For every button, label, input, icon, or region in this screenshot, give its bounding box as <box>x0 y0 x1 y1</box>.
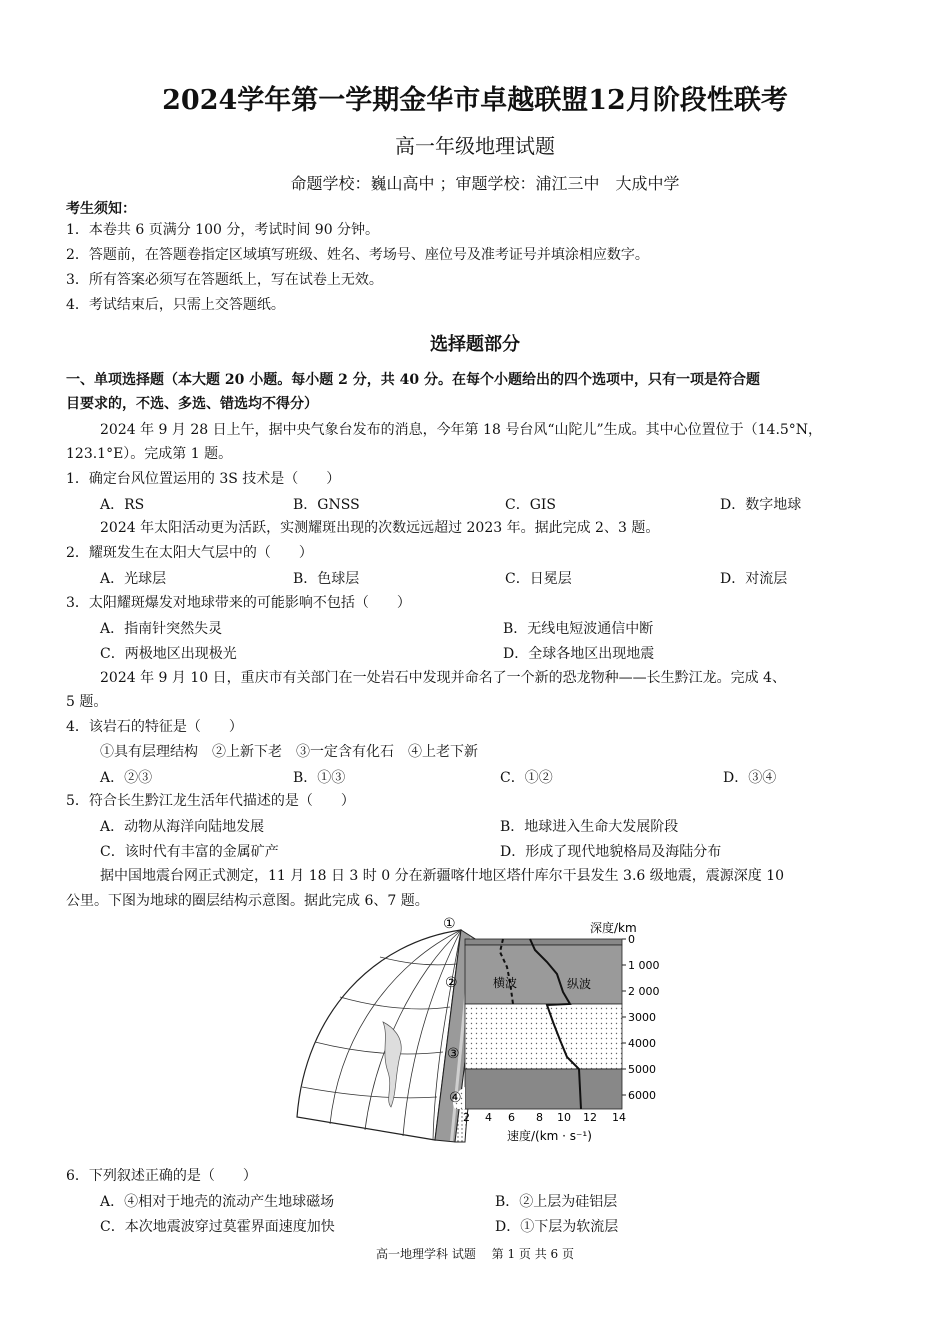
section-instruction: 一、单项选择题（本大题 20 小题。每小题 2 分，共 40 分。在每个小题给出的四个选项中，只有一项是符合题 <box>66 372 760 388</box>
q2-option-c: C．日冕层 <box>505 571 572 587</box>
speed-tick: 10 <box>557 1111 571 1124</box>
q4-option-d: D．③④ <box>723 770 777 786</box>
question-2-stem: 2．耀斑发生在太阳大气层中的（ ） <box>66 545 313 561</box>
q2-option-d: D．对流层 <box>720 571 788 587</box>
question-5-stem: 5．符合长生黔江龙生活年代描述的是（ ） <box>66 793 355 809</box>
exam-subtitle: 高一年级地理试题 <box>395 134 555 158</box>
speed-tick: 12 <box>583 1111 597 1124</box>
question-3-stem: 3．太阳耀斑爆发对地球带来的可能影响不包括（ ） <box>66 595 411 611</box>
q5-option-b: B．地球进入生命大发展阶段 <box>500 819 679 835</box>
q2-option-a: A．光球层 <box>100 571 167 587</box>
q5-option-d: D．形成了现代地貌格局及海陆分布 <box>500 844 722 860</box>
depth-tick: 1 000 <box>628 959 660 972</box>
globe-cutaway <box>297 930 461 1140</box>
q2-option-b: B．色球层 <box>293 571 360 587</box>
speed-tick: 4 <box>485 1111 492 1124</box>
q4-statements: ①具有层理结构 ②上新下老 ③一定含有化石 ④上老下新 <box>100 744 478 760</box>
q3-option-a: A．指南针突然失灵 <box>100 621 223 637</box>
q3-option-c: C．两极地区出现极光 <box>100 646 237 662</box>
s-wave-label: 横波 <box>493 976 518 990</box>
q6-option-d: D．①下层为软流层 <box>495 1219 619 1235</box>
notice-item: 2．答题前，在答题卷指定区域填写班级、姓名、考场号、座位号及准考证号并填涂相应数字。 <box>66 247 649 263</box>
layer-marker-1: ① <box>443 916 456 932</box>
depth-tick: 6000 <box>628 1089 656 1102</box>
depth-tick: 4000 <box>628 1037 656 1050</box>
q1-option-b: B．GNSS <box>293 497 360 513</box>
passage-3-cont: 5 题。 <box>66 694 108 710</box>
passage-3: 2024 年 9 月 10 日，重庆市有关部门在一处岩石中发现并命名了一个新的恐龙物种——长生黔江龙。完成 4、 <box>100 670 786 686</box>
layer-marker-3: ③ <box>447 1046 460 1062</box>
speed-tick: 6 <box>508 1111 515 1124</box>
exam-title: 2024学年第一学期金华市卓越联盟12月阶段性联考 <box>162 85 788 116</box>
wave-speed-chart <box>453 939 626 1109</box>
q1-option-d: D．数字地球 <box>720 497 802 513</box>
layer-marker-2: ② <box>445 975 458 991</box>
q6-option-a: A．④相对于地壳的流动产生地球磁场 <box>100 1194 335 1210</box>
q6-option-b: B．②上层为硅铝层 <box>495 1194 618 1210</box>
school-info: 命题学校：巍山高中 ；审题学校：浦江三中 大成中学 <box>290 174 680 193</box>
question-4-stem: 4．该岩石的特征是（ ） <box>66 719 243 735</box>
notice-item: 3．所有答案必须写在答题纸上，写在试卷上无效。 <box>66 272 383 288</box>
passage-2: 2024 年太阳活动更为活跃，实测耀斑出现的次数远远超过 2023 年。据此完成 2、3 题。 <box>100 520 660 536</box>
passage-1-cont: 123.1°E）。完成第 1 题。 <box>66 446 233 462</box>
speed-axis-label: 速度/(km · s⁻¹) <box>507 1129 592 1143</box>
question-1-stem: 1．确定台风位置运用的 3S 技术是（ ） <box>66 471 341 487</box>
q6-option-c: C．本次地震波穿过莫霍界面速度加快 <box>100 1219 335 1235</box>
depth-tick: 0 <box>628 933 635 946</box>
q1-option-c: C．GIS <box>505 497 557 513</box>
passage-4: 据中国地震台网正式测定，11 月 18 日 3 时 0 分在新疆喀什地区塔什库尔干县发生 3.6 级地震，震源深度 10 <box>100 868 785 884</box>
depth-tick: 2 000 <box>628 985 660 998</box>
page-footer: 高一地理学科 试题 第 1 页 共 6 页 <box>376 1247 574 1261</box>
q3-option-d: D．全球各地区出现地震 <box>503 646 655 662</box>
q4-option-c: C．①② <box>500 770 553 786</box>
q3-option-b: B．无线电短波通信中断 <box>503 621 654 637</box>
notice-heading: 考生须知： <box>66 201 136 217</box>
layer-marker-4: ④ <box>449 1090 462 1106</box>
question-6-stem: 6．下列叙述正确的是（ ） <box>66 1168 257 1184</box>
q5-option-a: A．动物从海洋向陆地发展 <box>100 819 265 835</box>
speed-tick: 8 <box>536 1111 543 1124</box>
notice-item: 4．考试结束后，只需上交答题纸。 <box>66 297 285 313</box>
section-instruction-cont: 目要求的，不选、多选、错选均不得分） <box>66 396 318 412</box>
notice-item: 1．本卷共 6 页满分 100 分，考试时间 90 分钟。 <box>66 222 380 238</box>
q5-option-c: C．该时代有丰富的金属矿产 <box>100 844 279 860</box>
depth-axis-label: 深度/km <box>590 921 637 935</box>
passage-1: 2024 年 9 月 28 日上午，据中央气象台发布的消息，今年第 18 号台风“山陀儿”生成。其中心位置位于（14.5°N， <box>100 422 823 438</box>
earth-layer-figure <box>285 912 665 1152</box>
depth-tick: 5000 <box>628 1063 656 1076</box>
speed-tick: 14 <box>612 1111 626 1124</box>
p-wave-label: 纵波 <box>567 977 592 991</box>
passage-4-cont: 公里。下图为地球的圈层结构示意图。据此完成 6、7 题。 <box>66 893 429 909</box>
q1-option-a: A．RS <box>100 497 145 513</box>
q4-option-b: B．①③ <box>293 770 346 786</box>
q4-option-a: A．②③ <box>100 770 153 786</box>
depth-tick: 3000 <box>628 1011 656 1024</box>
speed-tick: 2 <box>463 1111 470 1124</box>
section-title: 选择题部分 <box>430 334 520 355</box>
